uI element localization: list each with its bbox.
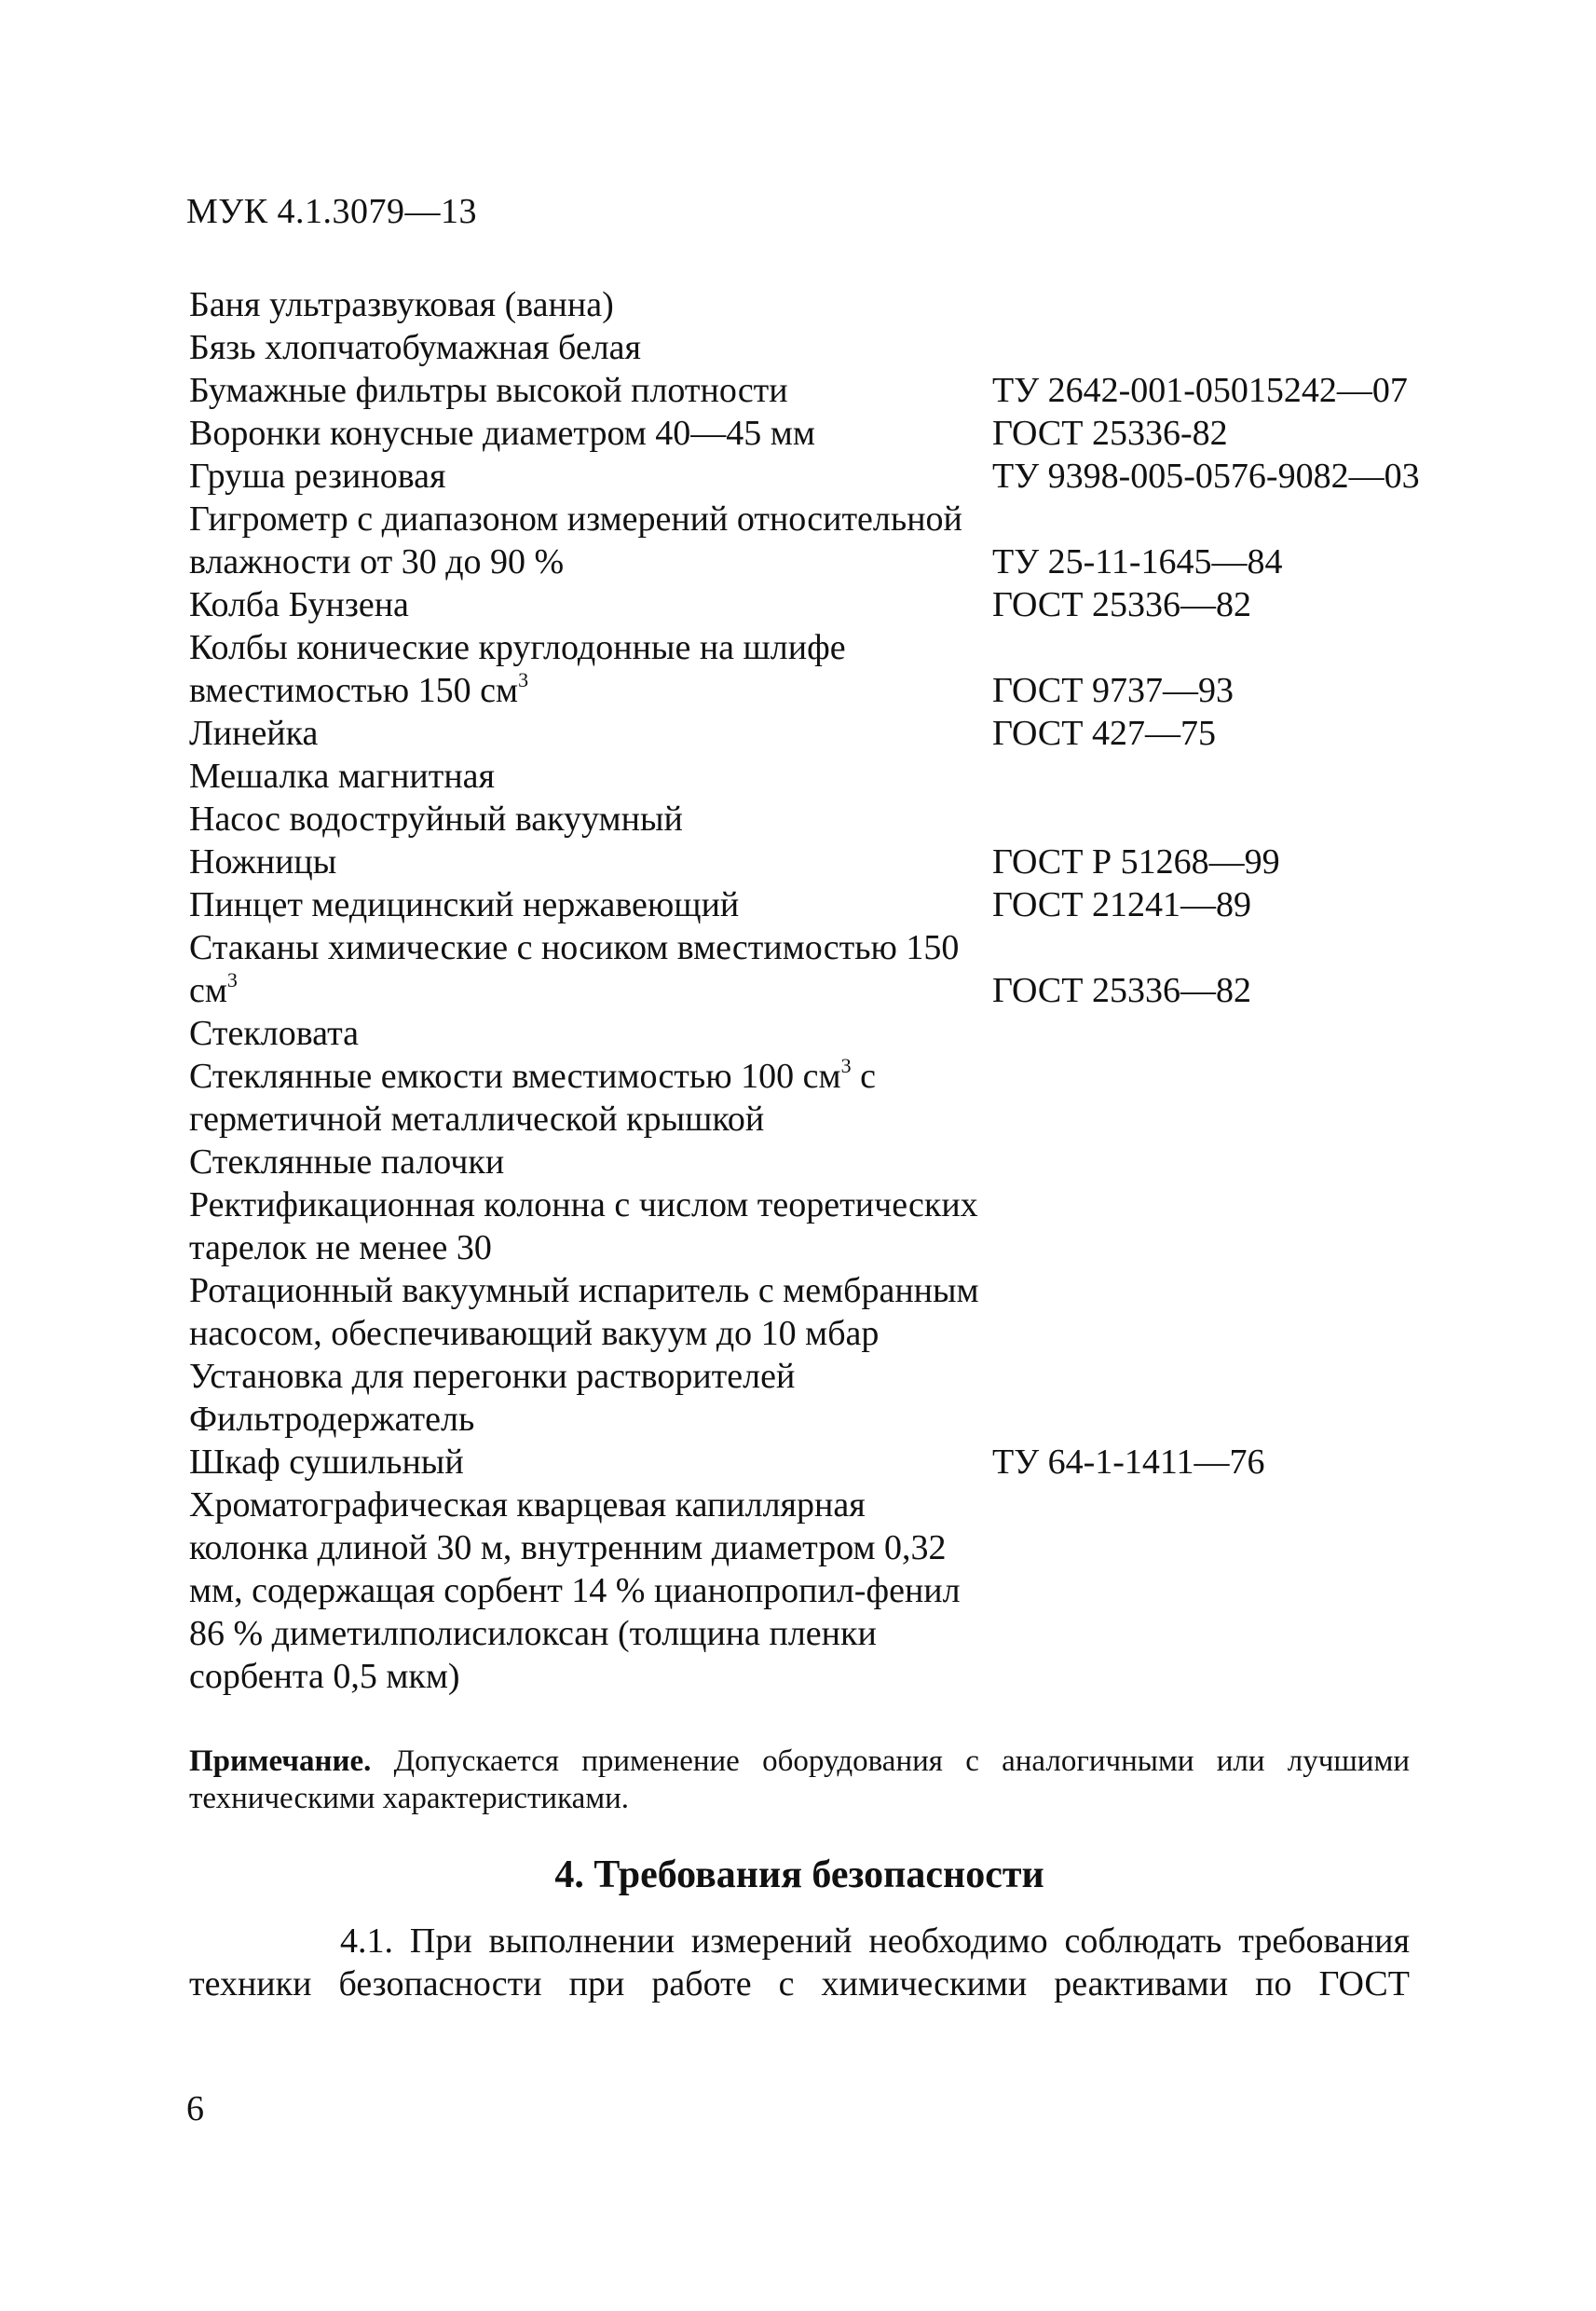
equipment-standard: ГОСТ 9737—93 — [992, 671, 1234, 710]
equipment-standard: ГОСТ 21241—89 — [992, 885, 1251, 924]
equipment-standard: ГОСТ Р 51268—99 — [992, 842, 1280, 882]
equipment-name: Ножницы — [189, 842, 337, 882]
equipment-row — [189, 583, 1438, 626]
equipment-row — [189, 1183, 1438, 1269]
equipment-name-text: Стеклянные емкости вместимостью 100 см — [189, 1057, 841, 1096]
equipment-name: Насос водоструйный вакуумный — [189, 800, 683, 839]
equipment-name — [189, 926, 992, 1012]
equipment-list — [189, 283, 1438, 1698]
equipment-row — [189, 369, 1438, 412]
equipment-row — [189, 1055, 1438, 1141]
note-text: Допускается применение оборудования с аналогичными или лучшими техническими характеристиками. — [189, 1744, 1410, 1815]
equipment-name — [189, 1055, 992, 1141]
equipment-standard: ТУ 25-11-1645—84 — [992, 542, 1283, 581]
equipment-row — [189, 798, 1438, 841]
equipment-row — [189, 1484, 1438, 1698]
equipment-row — [189, 926, 1438, 1012]
equipment-name: Бумажные фильтры высокой плотности — [189, 371, 788, 410]
equipment-name: Стеклянные палочки — [189, 1142, 505, 1182]
equipment-name: Груша резиновая — [189, 457, 446, 496]
equipment-row — [189, 841, 1438, 883]
equipment-standard: ГОСТ 25336—82 — [992, 971, 1251, 1010]
superscript-unit: 3 — [840, 1054, 852, 1077]
equipment-standard: ТУ 2642-001-05015242—07 — [992, 371, 1408, 410]
equipment-name: Хроматографическая кварцевая капиллярная колонка длиной 30 м, внутренним диаметром 0,32 мм, содержащая сорбент 14 % цианопропил-фенил 86 % диметилполисилоксан (толщина пленки сорбента 0,5 мкм) — [189, 1485, 961, 1696]
equipment-name: Пинцет медицинский нержавеющий — [189, 885, 740, 924]
equipment-standard: ГОСТ 25336—82 — [992, 585, 1251, 624]
page-number: 6 — [186, 2089, 204, 2128]
equipment-row — [189, 1269, 1438, 1355]
equipment-name-text: Стаканы химические с носиком вместимостью 150 см — [189, 928, 960, 1010]
equipment-standard: ТУ 64-1-1411—76 — [992, 1443, 1265, 1482]
equipment-name: Баня ультразвуковая (ванна) — [189, 285, 614, 324]
equipment-name: Гигрометр с диапазоном измерений относительной влажности от 30 до 90 % — [189, 499, 962, 581]
superscript-unit: 3 — [518, 668, 529, 691]
equipment-name: Фильтродержатель — [189, 1400, 475, 1439]
equipment-row — [189, 455, 1438, 498]
equipment-name: Мешалка магнитная — [189, 757, 496, 796]
equipment-row — [189, 1398, 1438, 1441]
equipment-row — [189, 1141, 1438, 1183]
equipment-row — [189, 883, 1438, 926]
note — [189, 1743, 1410, 1817]
equipment-name-text: Колбы конические круглодонные на шлифе вместимостью 150 см — [189, 628, 846, 710]
equipment-row — [189, 1441, 1438, 1484]
section-paragraph: 4.1. При выполнении измерений необходимо соблюдать требования техники безопасности при работе с химическими реактивами по ГОСТ — [189, 1921, 1410, 2003]
equipment-name — [189, 626, 992, 712]
equipment-name: Бязь хлопчатобумажная белая — [189, 328, 642, 367]
equipment-standard: ТУ 9398-005-0576-9082—03 — [992, 457, 1420, 496]
superscript-unit: 3 — [226, 968, 238, 991]
equipment-standard: ГОСТ 427—75 — [992, 714, 1216, 753]
equipment-name: Установка для перегонки растворителей — [189, 1357, 796, 1396]
equipment-name: Стекловата — [189, 1014, 360, 1053]
equipment-row — [189, 1355, 1438, 1398]
equipment-name: Ректификационная колонна с числом теоретических тарелок не менее 30 — [189, 1185, 978, 1267]
equipment-name: Линейка — [189, 714, 319, 753]
equipment-row — [189, 283, 1438, 326]
equipment-standard: ГОСТ 25336-82 — [992, 414, 1228, 453]
equipment-row — [189, 755, 1438, 798]
equipment-row — [189, 498, 1438, 583]
equipment-name: Шкаф сушильный — [189, 1443, 464, 1482]
equipment-name: Ротационный вакуумный испаритель с мембранным насосом, обеспечивающий вакуум до 10 мбар — [189, 1271, 979, 1353]
equipment-name: Колба Бунзена — [189, 585, 409, 624]
equipment-row — [189, 412, 1438, 455]
equipment-row — [189, 712, 1438, 755]
section-title: 4. Требования безопасности — [554, 1853, 1044, 1896]
document-code: МУК 4.1.3079—13 — [186, 192, 478, 231]
equipment-row — [189, 1012, 1438, 1055]
equipment-row — [189, 626, 1438, 712]
note-label: Примечание. — [189, 1744, 372, 1778]
equipment-name: Воронки конусные диаметром 40—45 мм — [189, 414, 815, 453]
equipment-name-tail: с герметичной металлической крышкой — [189, 1057, 876, 1139]
equipment-row — [189, 326, 1438, 369]
